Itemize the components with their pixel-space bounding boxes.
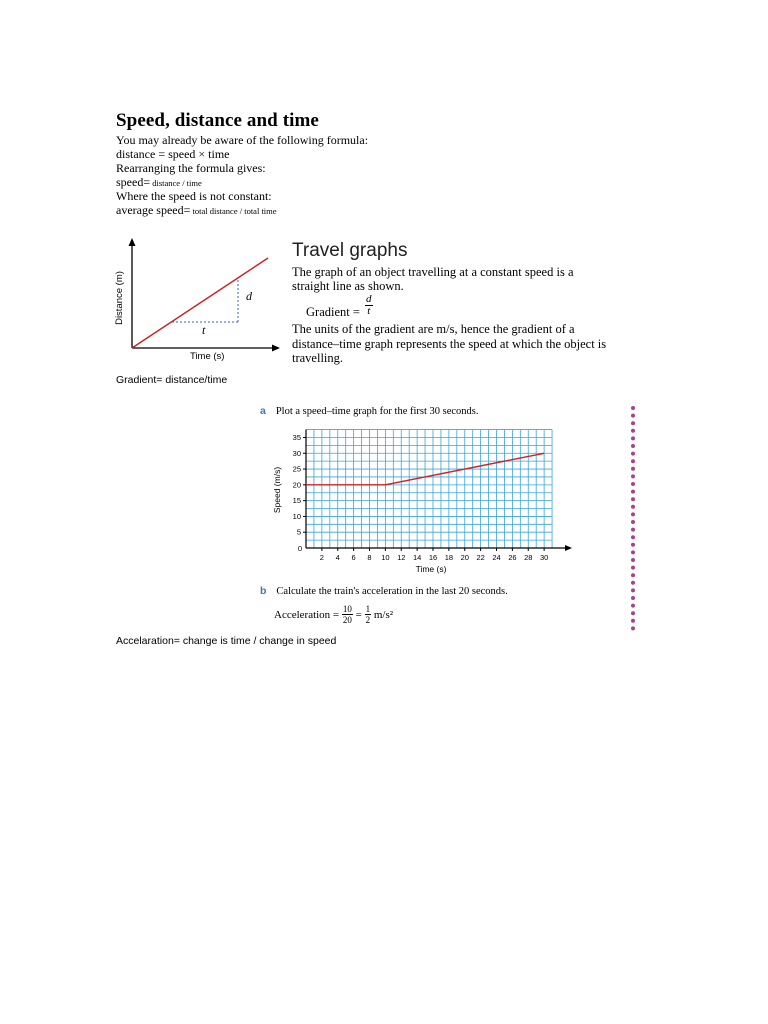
decorative-dot: [631, 573, 635, 577]
page-title: Speed, distance and time: [116, 110, 319, 131]
acceleration-label: Acceleration =: [274, 608, 340, 621]
decorative-dot: [631, 414, 635, 418]
travel-graphs-line2: straight line as shown.: [292, 279, 404, 293]
distance-axis-label: Distance (m): [114, 271, 125, 325]
decorative-dot: [631, 558, 635, 562]
decorative-dot: [631, 490, 635, 494]
fraction-2-numerator: 1: [365, 604, 371, 614]
dotted-margin-decoration: [628, 404, 638, 634]
gradient-label: Gradient =: [306, 304, 360, 319]
decorative-dot: [631, 528, 635, 532]
chart-ticks: [293, 433, 549, 562]
decorative-dot: [631, 429, 635, 433]
acceleration-unit: m/s²: [373, 608, 394, 621]
question-a-text: Plot a speed–time graph for the first 30 seconds.: [275, 406, 479, 417]
t-label: t: [202, 323, 206, 337]
decorative-dot: [631, 543, 635, 547]
decorative-dot: [631, 512, 635, 516]
decorative-dot: [631, 550, 635, 554]
avg-speed-label: average speed=: [116, 203, 191, 217]
chart-grid: [306, 430, 552, 548]
decorative-dot: [631, 604, 635, 608]
acceleration-fraction-2: [365, 604, 372, 625]
decorative-dot: [631, 581, 635, 585]
speed-rhs: distance / time: [150, 178, 202, 188]
x-tick-label: 6: [351, 553, 356, 562]
fraction-2-denominator: 2: [365, 615, 371, 625]
x-tick-label: 10: [381, 553, 390, 562]
intro-text: You may already be aware of the following formula:: [116, 133, 369, 147]
gradient-formula: [306, 294, 373, 320]
question-b-text: Calculate the train's acceleration in the last 20 seconds.: [276, 586, 508, 597]
decorative-dot: [631, 436, 635, 440]
x-tick-label: 30: [539, 553, 549, 562]
y-tick-label: 20: [292, 480, 301, 490]
decorative-dot: [631, 497, 635, 501]
decorative-dot: [631, 566, 635, 570]
y-tick-label: 10: [292, 511, 301, 521]
y-axis-arrow: [129, 238, 136, 246]
decorative-dot: [631, 626, 635, 630]
fraction-denominator: t: [367, 305, 371, 317]
formula-distance: distance = speed × time: [116, 147, 230, 161]
decorative-dot: [631, 444, 635, 448]
equals-sign: =: [355, 608, 362, 621]
y-tick-label: 25: [292, 464, 301, 474]
decorative-dot: [631, 535, 635, 539]
question-b-label: b: [260, 585, 267, 597]
rearranging-text: Rearranging the formula gives:: [116, 161, 266, 175]
origin-label: 0: [297, 544, 302, 553]
x-tick-label: 12: [397, 553, 406, 562]
acceleration-formula: [274, 604, 393, 625]
time-axis-label: Time (s): [190, 351, 225, 362]
travel-graphs-heading: Travel graphs: [292, 240, 408, 261]
distance-time-diagram: [112, 236, 288, 364]
decorative-dot: [631, 406, 635, 410]
x-tick-label: 20: [460, 553, 469, 562]
x-tick-label: 28: [524, 553, 533, 562]
x-tick-label: 26: [508, 553, 517, 562]
y-tick-label: 15: [292, 496, 301, 506]
question-a-label: a: [260, 405, 266, 417]
decorative-dot: [631, 520, 635, 524]
decorative-dot: [631, 421, 635, 425]
chart-x-axis-label: Time (s): [415, 564, 447, 574]
formula-speed: [116, 175, 202, 190]
acceleration-fraction-1: [342, 604, 353, 625]
decorative-dot: [631, 482, 635, 486]
speed-label: speed=: [116, 175, 151, 189]
avg-speed-rhs: total distance / total time: [190, 206, 277, 216]
gradient-caption: Gradient= distance/time: [116, 374, 228, 386]
d-label: d: [246, 289, 252, 303]
travel-graphs-line3: The units of the gradient are m/s, hence the gradient of a: [292, 322, 575, 336]
not-constant-text: Where the speed is not constant:: [116, 189, 272, 203]
x-tick-label: 8: [367, 553, 372, 562]
y-tick-label: 5: [296, 527, 301, 537]
travel-graphs-line4: distance–time graph represents the speed at which the object is: [292, 337, 607, 351]
gradient-fraction: [365, 294, 373, 317]
decorative-dot: [631, 474, 635, 478]
x-tick-label: 4: [335, 553, 340, 562]
decorative-dot: [631, 459, 635, 463]
fraction-numerator: d: [366, 293, 372, 305]
speed-time-chart: [266, 424, 572, 576]
x-tick-label: 18: [444, 553, 454, 562]
fraction-1-numerator: 10: [342, 604, 352, 614]
decorative-dot: [631, 619, 635, 623]
question-a: [260, 405, 479, 417]
decorative-dot: [631, 505, 635, 509]
formula-average-speed: [116, 203, 277, 218]
acceleration-caption: Accelaration= change is time / change in speed: [116, 635, 337, 647]
decorative-dot: [631, 452, 635, 456]
y-tick-label: 30: [292, 448, 301, 458]
y-tick-label: 35: [292, 432, 301, 442]
decorative-dot: [631, 611, 635, 615]
fraction-1-denominator: 20: [342, 615, 352, 625]
travel-graphs-line1: The graph of an object travelling at a constant speed is a: [292, 265, 574, 279]
decorative-dot: [631, 596, 635, 600]
x-tick-label: 24: [492, 553, 501, 562]
x-tick-label: 22: [476, 553, 485, 562]
x-tick-label: 14: [412, 553, 422, 562]
question-b: [260, 585, 508, 597]
x-tick-label: 2: [319, 553, 324, 562]
x-axis-arrow: [565, 545, 572, 551]
decorative-dot: [631, 467, 635, 471]
decorative-dot: [631, 588, 635, 592]
x-tick-label: 16: [428, 553, 438, 562]
chart-y-axis-label: Speed (m/s): [272, 466, 282, 514]
travel-graphs-line5: travelling.: [292, 351, 344, 365]
distance-line: [132, 258, 268, 348]
x-axis-arrow: [272, 345, 280, 352]
